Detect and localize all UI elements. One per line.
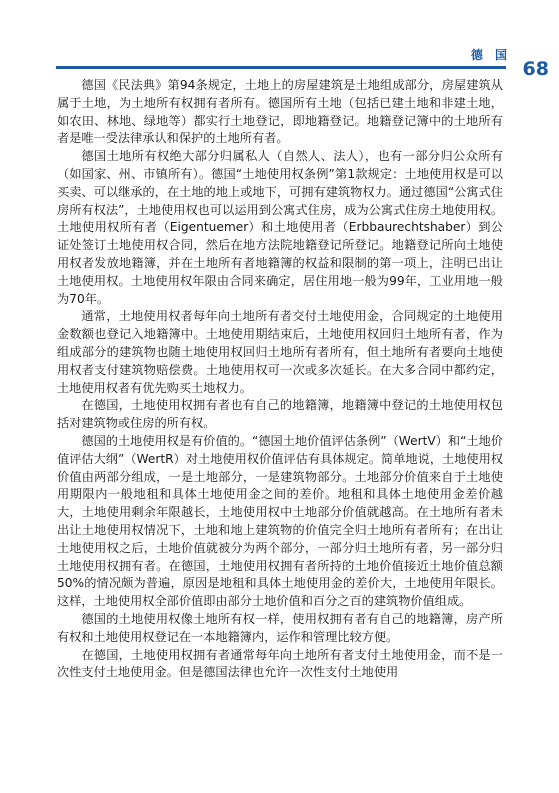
paragraph-1: 德国《民法典》第94条规定，土地上的房屋建筑是土地组成部分，房屋建筑从属于土地，为土地所有权拥有者所有。德国所有土地（包括已建土地和非建土地，如农田、林地、绿地等）都实行土地登记，即地籍登记。地籍登记簿中的土地所有者是唯一受法律承认和保护的土地所有者。 [57, 78, 503, 146]
header-rule [56, 66, 506, 69]
running-header-country: 德 国 [470, 48, 511, 62]
page-number: 68 [522, 58, 549, 80]
body-text [57, 77, 503, 682]
paragraph-5: 德国的土地使用权是有价值的。“德国土地价值评估条例”（WertV）和“土地价值评估大纲”（WertR）对土地使用权价值评估有具体规定。简单地说，土地使用权价值由两部分组成，一是土地部分，一是建筑物部分。土地部分价值来自于土地使用期限内一般地租和具体土地使用金之间的差价。地租和具体土地使用金差价越大，土地使用剩余年限越长，土地使用权中土地部分价值就越高。在土地所有者未出让土地使用权情况下，土地和地上建筑物的价值完全归土地所有者所有；在出让土地使用权之后，土地价值就被分为两个部分，一部分归土地所有者，另一部分归土地使用权拥有者。在德国，土地使用权拥有者所持的土地价值接近土地价值总额50%的情况颇为普遍，原因是地租和具体土地使用金的差价大，土地使用年限长。这样，土地使用权全部价值即由部分土地价值和百分之百的建筑物价值组成。 [57, 433, 503, 609]
page-header [0, 0, 559, 80]
paragraph-7: 在德国，土地使用权拥有者通常每年向土地所有者支付土地使用金，而不是一次性支付土地使用金。但是德国法律也允许一次性支付土地使用 [57, 647, 503, 680]
paragraph-4: 在德国，土地使用权拥有者也有自己的地籍簿，地籍簿中登记的土地使用权包括对建筑物或住房的所有权。 [57, 398, 503, 431]
paragraph-3: 通常，土地使用权者每年向土地所有者交付土地使用金，合同规定的土地使用金数额也登记入地籍簿中。土地使用期结束后，土地使用权回归土地所有者，作为组成部分的建筑物也随土地使用权回归土地所有者所有，但土地所有者要向土地使用权者支付建筑物赔偿费。土地使用权可一次或多次延长。在大多合同中都约定，土地使用权者有优先购买土地权力。 [57, 309, 503, 395]
paragraph-6: 德国的土地使用权像土地所有权一样，使用权拥有者有自己的地籍簿，房产所有权和土地使用权登记在一本地籍簿内，运作和管理比较方便。 [57, 611, 503, 644]
paragraph-2: 德国土地所有权绝大部分归属私人（自然人、法人），也有一部分归公众所有（如国家、州、市镇所有）。德国“土地使用权条例”第1款规定：土地使用权是可以买卖、可以继承的，在土地的地上或地下，可拥有建筑物权力。通过德国“公寓式住房所有权法”，土地使用权也可以运用到公寓式住房，成为公寓式住房土地使用权。土地使用权所有者（Eigentuemer）和土地使用者（Erbbaurechtshaber）到公证处签订土地使用权合同，然后在地方法院地籍登记所登记。地籍登记所向土地使用权者发放地籍簿，并在土地所有者地籍簿的权益和限制的第一项上，注明已出让土地使用权。土地使用权年限由合同来确定，居住用地一般为99年，工业用地一般为70年。 [57, 149, 503, 306]
